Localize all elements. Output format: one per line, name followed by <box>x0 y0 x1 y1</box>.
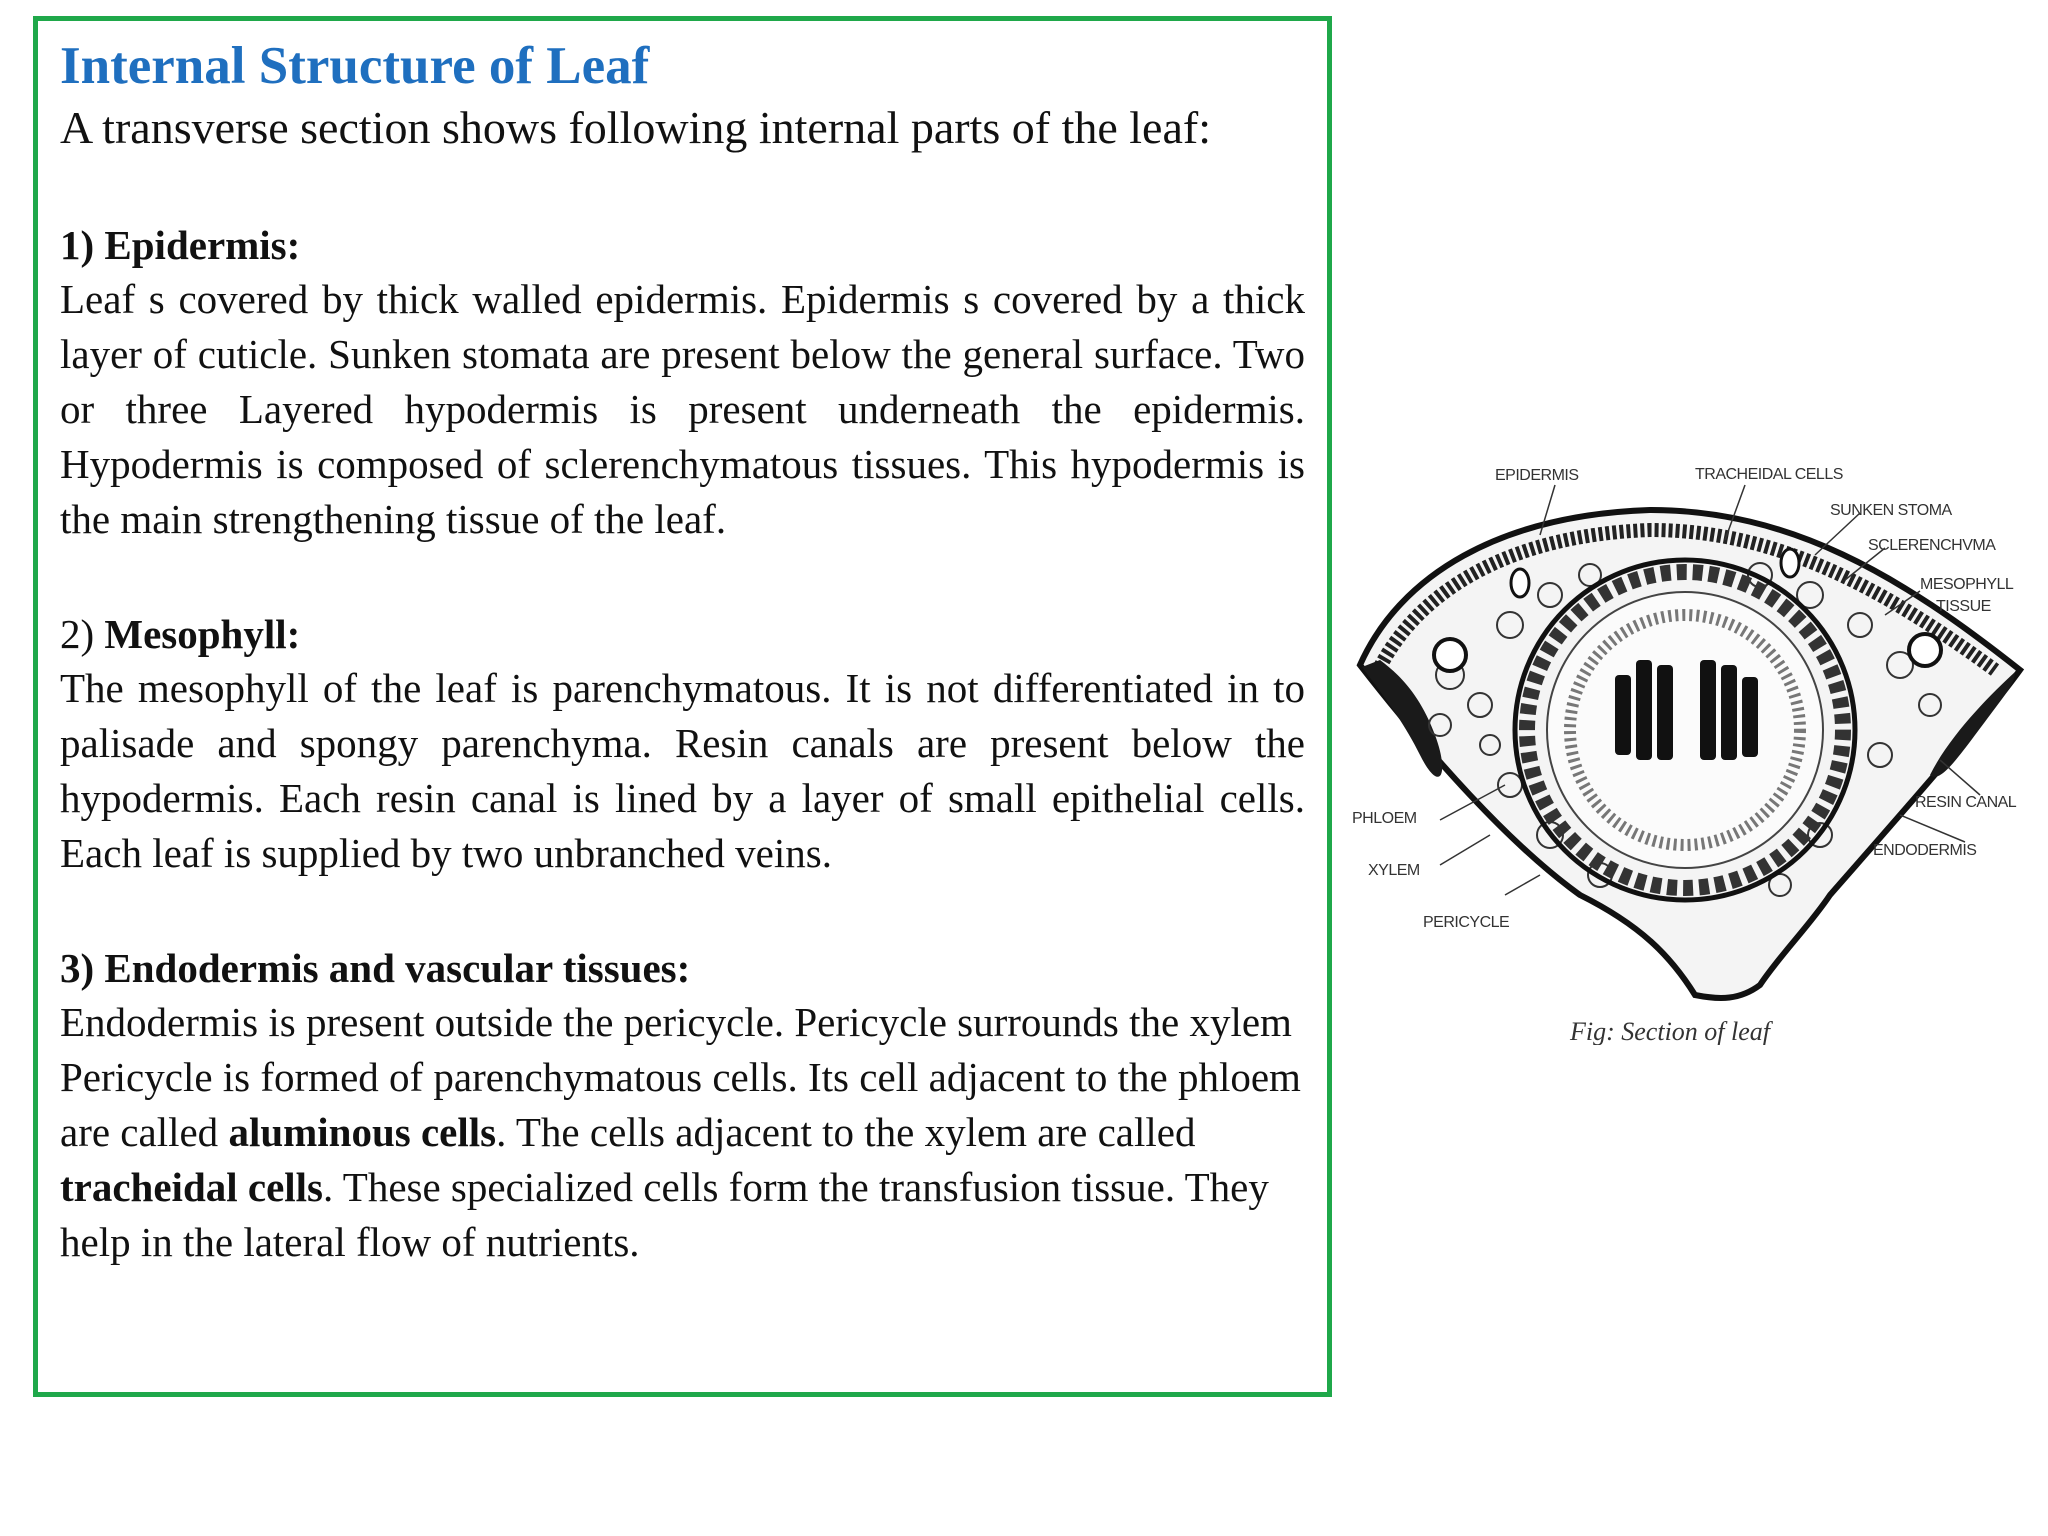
label-pericycle: PERICYCLE <box>1423 914 1510 931</box>
sunken-stoma-right <box>1781 549 1799 577</box>
section2-heading: Mesophyll: <box>104 611 301 657</box>
section2-body: The mesophyll of the leaf is parenchymatous. It is not differentiated in to palisade and spongy parenchyma. Resin canals are present below the hypodermis. Each resin canal is lined by a layer of small epithelial cells. Each leaf is supplied by two unbranched veins. <box>60 665 1305 876</box>
label-mesophyll-tissue: TISSUE <box>1936 598 1991 615</box>
label-mesophyll: MESOPHYLL <box>1920 576 2014 593</box>
label-tracheidal-cells: TRACHEIDAL CELLS <box>1695 466 1843 483</box>
section3-text-b: . The cells adjacent to the xylem are called <box>496 1109 1196 1155</box>
label-resin-canal: RESIN CANAL <box>1915 794 2017 811</box>
label-endodermis: ENDODERMIS <box>1873 842 1977 859</box>
leaf-section-diagram <box>1340 455 2040 1045</box>
label-epidermis: EPIDERMIS <box>1495 467 1579 484</box>
pericycle <box>1547 592 1823 868</box>
resin-canal-left <box>1434 639 1466 671</box>
section-heading-epidermis <box>60 218 1305 272</box>
sunken-stoma-left <box>1511 569 1529 597</box>
resin-canal-right <box>1909 634 1941 666</box>
section-heading-endodermis <box>60 941 1305 995</box>
section1-body: Leaf s covered by thick walled epidermis. Epidermis s covered by a thick layer of cuticle. Sunken stomata are present below the general surface. Two or three Layered hypodermis is present underneath the epidermis. Hypodermis is composed of sclerenchymatous tissues. This hypodermis is the main strengthening tissue of the leaf. <box>60 276 1305 542</box>
content-box <box>33 16 1332 1397</box>
label-phloem: PHLOEM <box>1352 810 1417 827</box>
section-heading-mesophyll <box>60 607 1305 661</box>
section3-text-a: Endodermis is present outside the pericycle. Pericycle surrounds the xylem Pericycle is formed of parenchymatous cells. Its cell adjacent to the phloem are called <box>60 999 1301 1155</box>
section3-bold-aluminous: aluminous cells <box>228 1109 497 1155</box>
label-sunken-stoma: SUNKEN STOMA <box>1830 502 1952 519</box>
label-sclerenchyma: SCLERENCHVMA <box>1868 537 1996 554</box>
label-xylem: XYLEM <box>1368 862 1420 879</box>
section3-heading: 3) Endodermis and vascular tissues: <box>60 945 691 991</box>
figure-caption: Fig: Section of leaf <box>1570 1017 1771 1045</box>
intro-text: A transverse section shows following internal parts of the leaf: <box>60 102 1211 153</box>
section3-text-c: . These specialized cells form the transfusion tissue. They help in the lateral flow of nutrients. <box>60 1164 1269 1265</box>
slide-title: Internal Structure of Leaf <box>60 37 650 95</box>
section3-body <box>60 995 1305 1270</box>
section2-number: 2) <box>60 611 95 657</box>
leaf-section-figure <box>1340 455 2040 1045</box>
section1-heading: 1) Epidermis: <box>60 222 301 268</box>
section3-bold-tracheidal: tracheidal cells <box>60 1164 324 1210</box>
